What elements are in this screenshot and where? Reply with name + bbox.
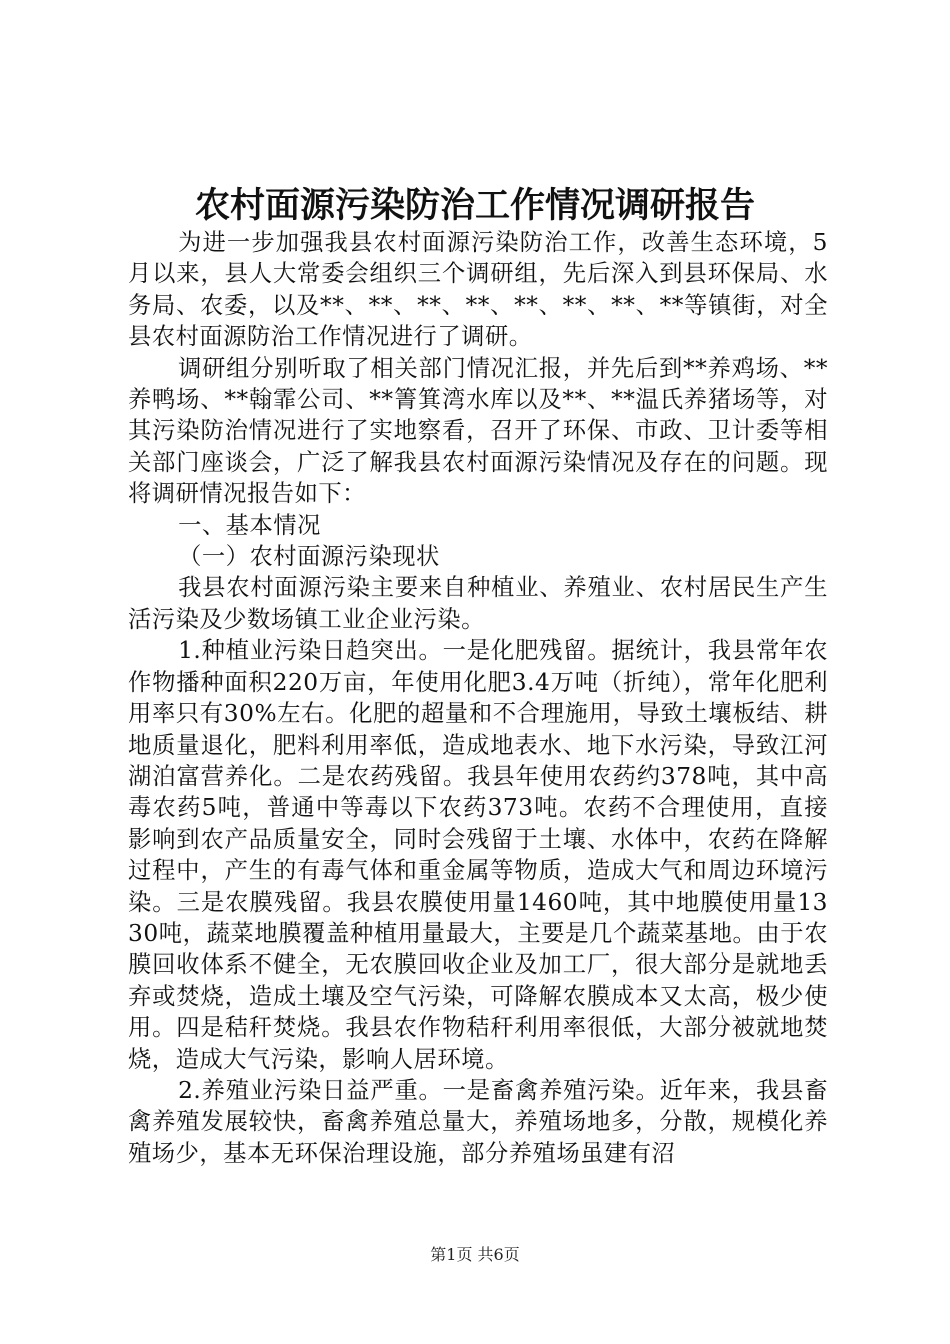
subsection-heading-status: （一）农村面源污染现状: [178, 543, 440, 571]
paragraph-sources: 我县农村面源污染主要来自种植业、养殖业、农村居民生产生活污染及少数场镇工业企业污染。: [128, 574, 828, 633]
paragraph-breeding: 2.养殖业污染日益严重。一是畜禽养殖污染。近年来，我县畜禽养殖发展较快，畜禽养殖总量大，养殖场地多，分散，规模化养殖场少，基本无环保治理设施，部分养殖场虽建有沼: [128, 1076, 828, 1167]
paragraph-planting: 1.种植业污染日趋突出。一是化肥残留。据统计，我县常年农作物播种面积220万亩，年使用化肥3.4万吨（折纯），常年化肥利用率只有30%左右。化肥的超量和不合理施用，导致土壤板结、耕地质量退化，肥料利用率低，造成地表水、地下水污染，导致江河湖泊富营养化。二是农药残留。我县年使用农药约378吨，其中高毒农药5吨，普通中等毒以下农药373吨。农药不合理使用，直接影响到农产品质量安全，同时会残留于土壤、水体中，农药在降解过程中，产生的有毒气体和重金属等物质，造成大气和周边环境污染。三是农膜残留。我县农膜使用量1460吨，其中地膜使用量1330吨，蔬菜地膜覆盖种植用量最大，主要是几个蔬菜基地。由于农膜回收体系不健全，无农膜回收企业及加工厂，很大部分是就地丢弃或焚烧，造成土壤及空气污染，可降解农膜成本又太高，极少使用。四是秸秆焚烧。我县农作物秸秆利用率很低，大部分被就地焚烧，造成大气污染，影响人居环境。: [128, 637, 828, 1073]
document-title: 农村面源污染防治工作情况调研报告: [194, 185, 755, 226]
section-heading-basic: 一、基本情况: [178, 511, 321, 539]
document-body: [128, 227, 828, 1169]
page-indicator: 第1页 共6页: [430, 1245, 520, 1264]
paragraph-research: 调研组分别听取了相关部门情况汇报，并先后到**养鸡场、**养鸭场、**翰霏公司、**箐箕湾水库以及**、**温氏养猪场等，对其污染防治情况进行了实地察看，召开了环保、市政、卫计委等相关部门座谈会，广泛了解我县农村面源污染情况及存在的问题。现将调研情况报告如下：: [128, 354, 828, 508]
paragraph-intro: 为进一步加强我县农村面源污染防治工作，改善生态环境，5月以来，县人大常委会组织三个调研组，先后深入到县环保局、水务局、农委，以及**、**、**、**、**、**、**、**等镇街，对全县农村面源防治工作情况进行了调研。: [128, 229, 828, 351]
